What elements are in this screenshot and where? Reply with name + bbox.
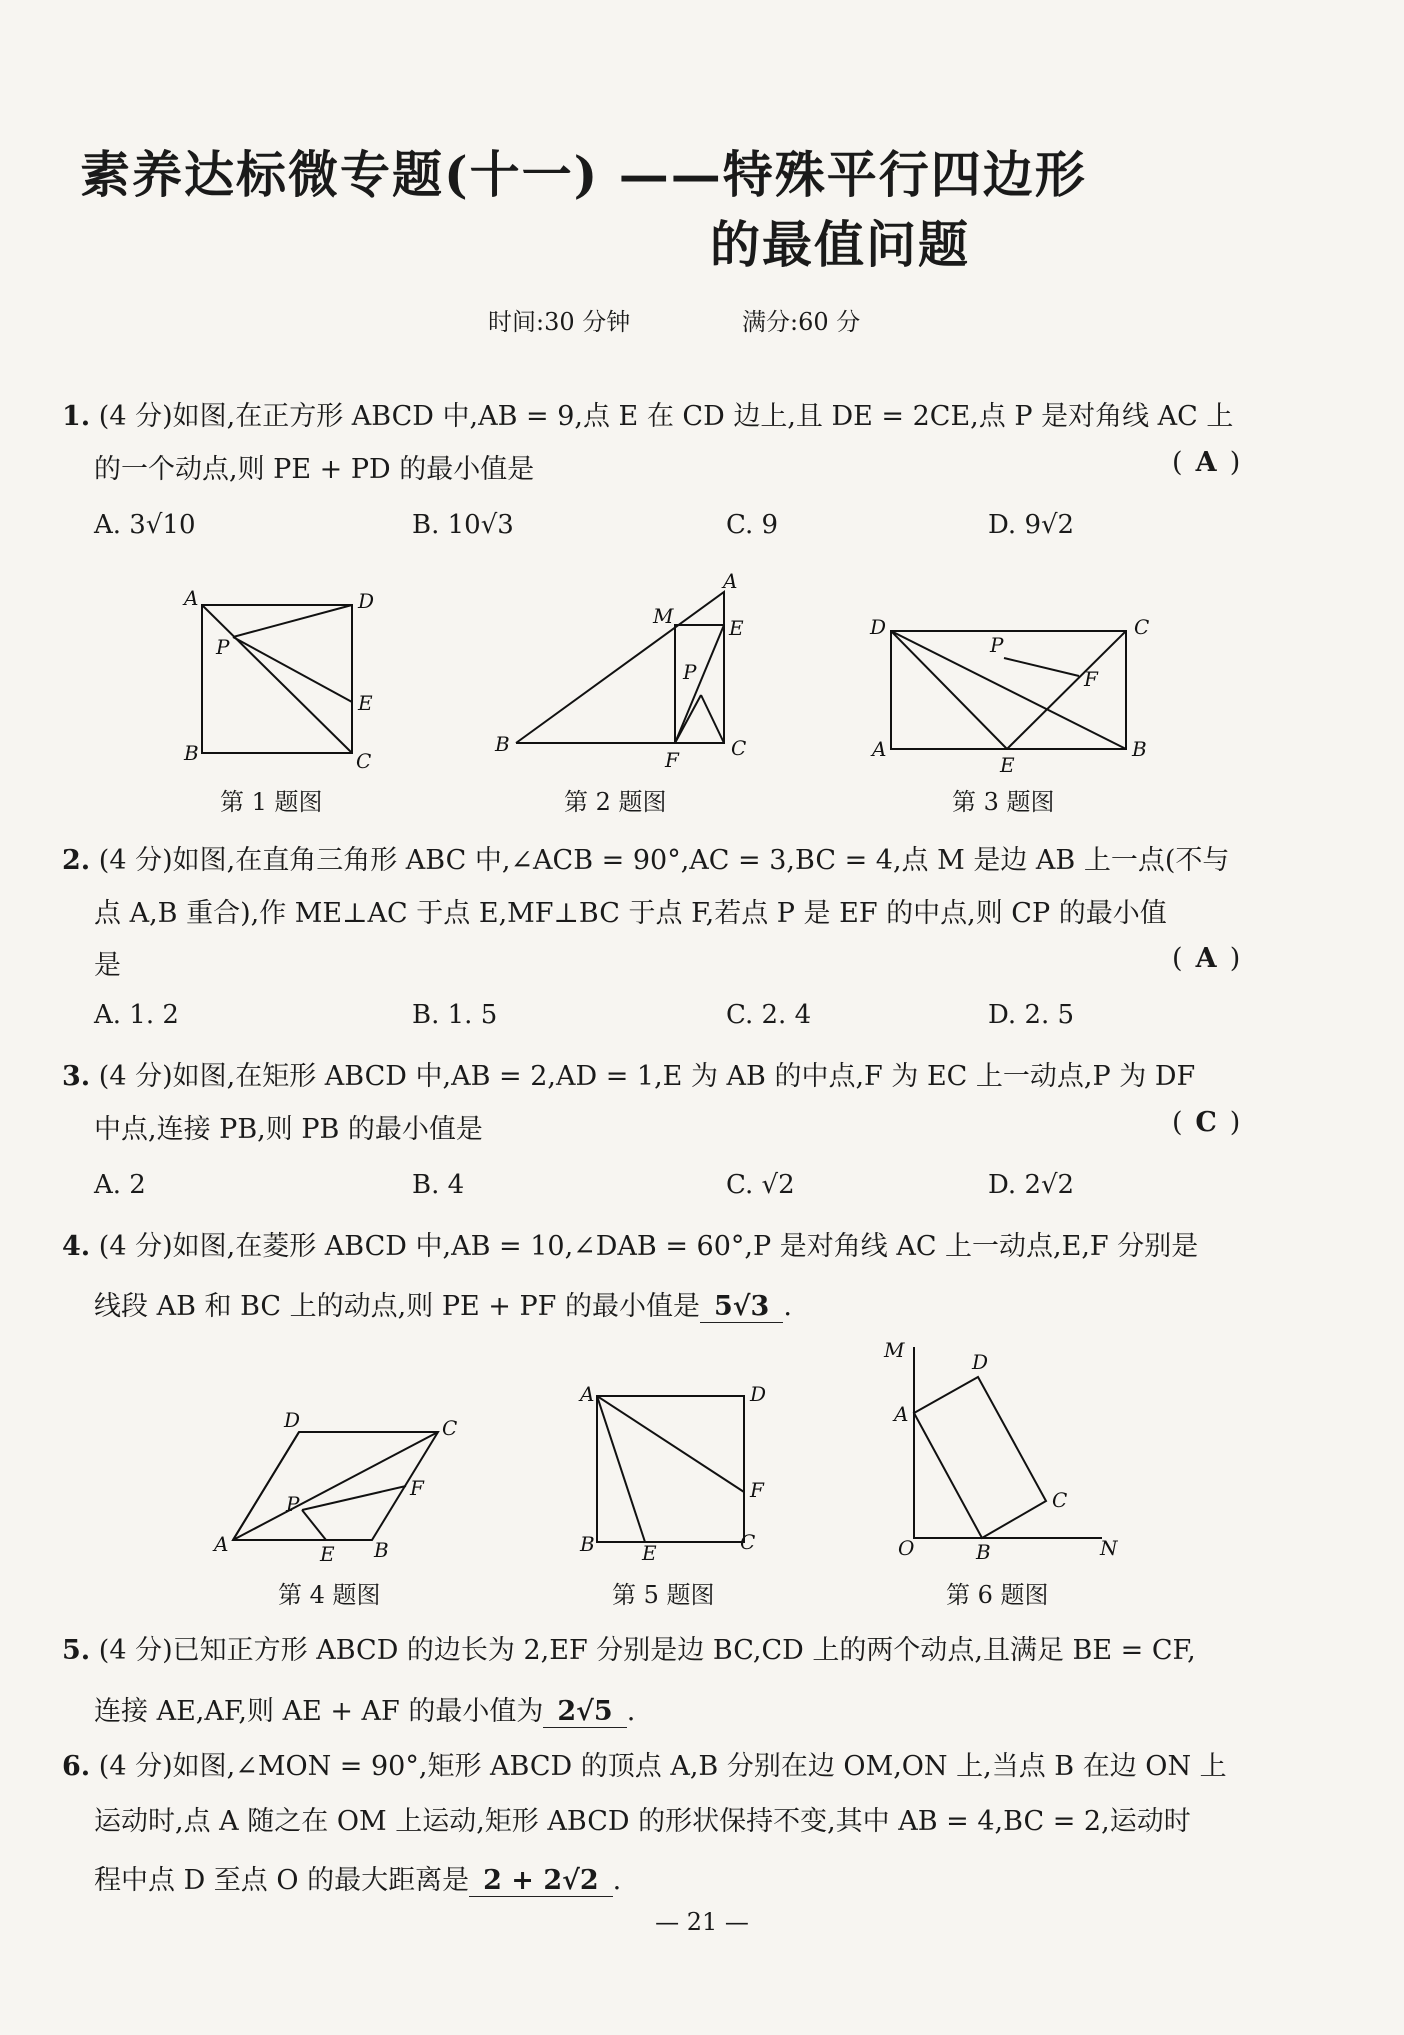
- question-2-line2: 点 A,B 重合),作 ME⊥AC 于点 E,MF⊥BC 于点 F,若点 P 是 EF 的中点,则 CP 的最小值: [94, 898, 1167, 929]
- question-6-line3: 程中点 D 至点 O 的最大距离是 2 + 2√2 .: [94, 1865, 622, 1896]
- question-number: 5.: [62, 1635, 91, 1666]
- figure-3: [862, 610, 1172, 775]
- figure-6: [880, 1335, 1140, 1565]
- label-a: A: [184, 586, 199, 610]
- figure-1: [170, 570, 400, 770]
- label-e: E: [729, 616, 744, 640]
- label-a: A: [894, 1402, 909, 1426]
- label-e: E: [358, 691, 373, 715]
- figure-1-caption: 第 1 题图: [220, 788, 323, 816]
- label-c: C: [1134, 615, 1150, 639]
- option-a: A. 2: [94, 1170, 146, 1200]
- question-number: 2.: [62, 845, 91, 876]
- question-4: [62, 1224, 1198, 1263]
- answer-blank: 5√3: [700, 1291, 783, 1323]
- label-b: B: [976, 1540, 991, 1564]
- option-d: D. 9√2: [988, 510, 1075, 540]
- figure-2-caption: 第 2 题图: [564, 788, 667, 816]
- figure-5-caption: 第 5 题图: [612, 1581, 715, 1609]
- answer-letter: A: [1195, 943, 1217, 974]
- question-3-line2: 中点,连接 PB,则 PB 的最小值是: [94, 1114, 483, 1145]
- label-b: B: [1132, 737, 1147, 761]
- question-3: [62, 1054, 1195, 1093]
- figure-4: [210, 1405, 480, 1565]
- full-score: 满分:60 分: [742, 308, 861, 336]
- question-1-line2: 的一个动点,则 PE + PD 的最小值是: [94, 454, 535, 485]
- label-d: D: [870, 615, 887, 639]
- label-c: C: [356, 749, 372, 770]
- label-b: B: [184, 741, 199, 765]
- label-e: E: [642, 1541, 657, 1565]
- label-f: F: [1084, 667, 1098, 691]
- label-a: A: [872, 737, 887, 761]
- figure-4-caption: 第 4 题图: [278, 1581, 381, 1609]
- figure-5: [570, 1375, 790, 1565]
- label-d: D: [972, 1350, 989, 1374]
- label-c: C: [740, 1530, 756, 1554]
- answer-choice: ( C ): [1172, 1107, 1241, 1138]
- option-c: C. 9: [726, 510, 779, 540]
- option-d: D. 2√2: [988, 1170, 1075, 1200]
- question-2: [62, 838, 1229, 877]
- answer-choice: ( A ): [1172, 447, 1241, 478]
- label-e: E: [320, 1542, 335, 1565]
- label-n: N: [1100, 1536, 1118, 1560]
- label-p: P: [286, 1492, 300, 1516]
- label-o: O: [898, 1536, 915, 1560]
- question-4-line2: 线段 AB 和 BC 上的动点,则 PE + PF 的最小值是 5√3 .: [94, 1291, 792, 1322]
- question-6: [62, 1744, 1227, 1783]
- label-d: D: [358, 589, 375, 613]
- figure-6-caption: 第 6 题图: [946, 1581, 1049, 1609]
- page-title: 素养达标微专题(十一) ——特殊平行四边形: [80, 145, 1087, 204]
- label-p: P: [216, 635, 230, 659]
- label-d: D: [750, 1382, 767, 1406]
- option-b: B. 1. 5: [412, 1000, 498, 1030]
- option-d: D. 2. 5: [988, 1000, 1075, 1030]
- label-p: P: [683, 660, 697, 684]
- label-a: A: [723, 569, 738, 593]
- label-c: C: [731, 736, 747, 760]
- question-2-line3: 是: [94, 950, 121, 981]
- page-number: — 21 —: [655, 1908, 749, 1936]
- label-b: B: [374, 1538, 389, 1562]
- question-6-line2: 运动时,点 A 随之在 OM 上运动,矩形 ABCD 的形状保持不变,其中 AB = 4,BC = 2,运动时: [94, 1806, 1191, 1837]
- answer-blank: 2√5: [543, 1696, 626, 1728]
- option-c: C. 2. 4: [726, 1000, 812, 1030]
- question-number: 6.: [62, 1751, 91, 1782]
- label-c: C: [442, 1416, 458, 1440]
- label-a: A: [214, 1532, 229, 1556]
- question-5: [62, 1628, 1196, 1667]
- figure-3-caption: 第 3 题图: [952, 788, 1055, 816]
- label-c: C: [1052, 1488, 1068, 1512]
- label-f: F: [665, 748, 679, 772]
- question-text: (4 分)如图,∠MON = 90°,矩形 ABCD 的顶点 A,B 分别在边 OM,ON 上,当点 B 在边 ON 上: [98, 1751, 1227, 1782]
- question-text: (4 分)已知正方形 ABCD 的边长为 2,EF 分别是边 BC,CD 上的两个动点,且满足 BE = CF,: [98, 1635, 1196, 1666]
- time-limit: 时间:30 分钟: [488, 308, 631, 336]
- label-f: F: [410, 1476, 424, 1500]
- answer-choice: ( A ): [1172, 943, 1241, 974]
- question-text: (4 分)如图,在直角三角形 ABC 中,∠ACB = 90°,AC = 3,BC = 4,点 M 是边 AB 上一点(不与: [98, 845, 1230, 876]
- question-number: 4.: [62, 1231, 91, 1262]
- label-p: P: [990, 633, 1004, 657]
- question-5-line2: 连接 AE,AF,则 AE + AF 的最小值为 2√5 .: [94, 1696, 636, 1727]
- option-c: C. √2: [726, 1170, 795, 1200]
- page-title-line2: 的最值问题: [710, 215, 970, 274]
- label-m: M: [884, 1338, 905, 1362]
- label-f: F: [750, 1478, 764, 1502]
- label-b: B: [580, 1532, 595, 1556]
- label-a: A: [580, 1382, 595, 1406]
- label-m: M: [653, 604, 674, 628]
- option-b: B. 10√3: [412, 510, 514, 540]
- question-number: 3.: [62, 1061, 91, 1092]
- answer-letter: A: [1195, 447, 1217, 478]
- question-number: 1.: [62, 401, 91, 432]
- answer-blank: 2 + 2√2: [469, 1865, 613, 1897]
- question-text: (4 分)如图,在矩形 ABCD 中,AB = 2,AD = 1,E 为 AB 的中点,F 为 EC 上一动点,P 为 DF: [98, 1061, 1196, 1092]
- question-text: (4 分)如图,在菱形 ABCD 中,AB = 10,∠DAB = 60°,P 是对角线 AC 上一动点,E,F 分别是: [98, 1231, 1199, 1262]
- label-d: D: [284, 1408, 301, 1432]
- answer-letter: C: [1195, 1107, 1217, 1138]
- label-b: B: [495, 732, 510, 756]
- option-b: B. 4: [412, 1170, 465, 1200]
- label-e: E: [1000, 753, 1015, 775]
- option-a: A. 1. 2: [94, 1000, 179, 1030]
- question-1: [62, 394, 1233, 433]
- question-text: (4 分)如图,在正方形 ABCD 中,AB = 9,点 E 在 CD 边上,且 DE = 2CE,点 P 是对角线 AC 上: [98, 401, 1234, 432]
- figure-2: [485, 555, 765, 775]
- option-a: A. 3√10: [94, 510, 196, 540]
